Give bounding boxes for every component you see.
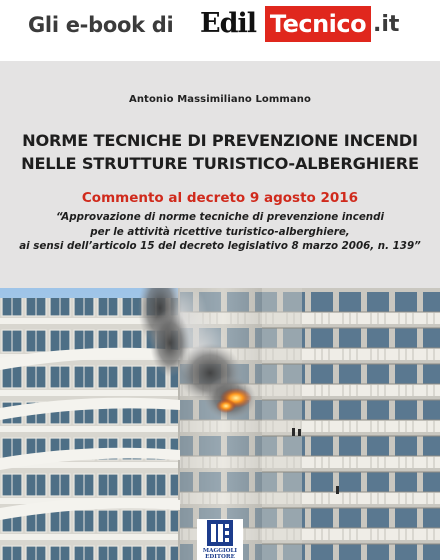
book-title-line-2: NELLE STRUTTURE TURISTICO-ALBERGHIERE [21, 154, 419, 173]
brand-prefix: Gli e-book di [28, 13, 174, 37]
decree-quote-line-3: ai sensi dell’articolo 15 del decreto legislativo 8 marzo 2006, n. 139” [19, 240, 421, 252]
maggioli-logo-icon [197, 519, 243, 548]
book-subtitle: Commento al decreto 9 agosto 2016 [81, 190, 359, 206]
publisher-name-line-2: EDITORE [205, 554, 235, 560]
brand-header [0, 0, 440, 50]
decree-quote [0, 210, 440, 254]
book-title-line-1: NORME TECNICHE DI PREVENZIONE INCENDI [22, 131, 418, 150]
publisher-name [197, 548, 243, 560]
publisher-name-line-1: MAGGIOLI [202, 548, 238, 554]
book-title [0, 129, 440, 175]
brand-edil: Edil [200, 8, 256, 39]
brand-domain-suffix: .it [373, 12, 400, 37]
cover-title-panel [0, 61, 440, 288]
brand-tecnico: Tecnico [265, 6, 371, 42]
decree-quote-line-2: per le attività ricettive turistico-alberghiere, [90, 225, 350, 238]
author-name: Antonio Massimiliano Lommano [129, 94, 311, 105]
publisher-logo [197, 519, 243, 560]
decree-quote-line-1: “Approvazione di norme tecniche di prevenzione incendi [55, 211, 385, 223]
